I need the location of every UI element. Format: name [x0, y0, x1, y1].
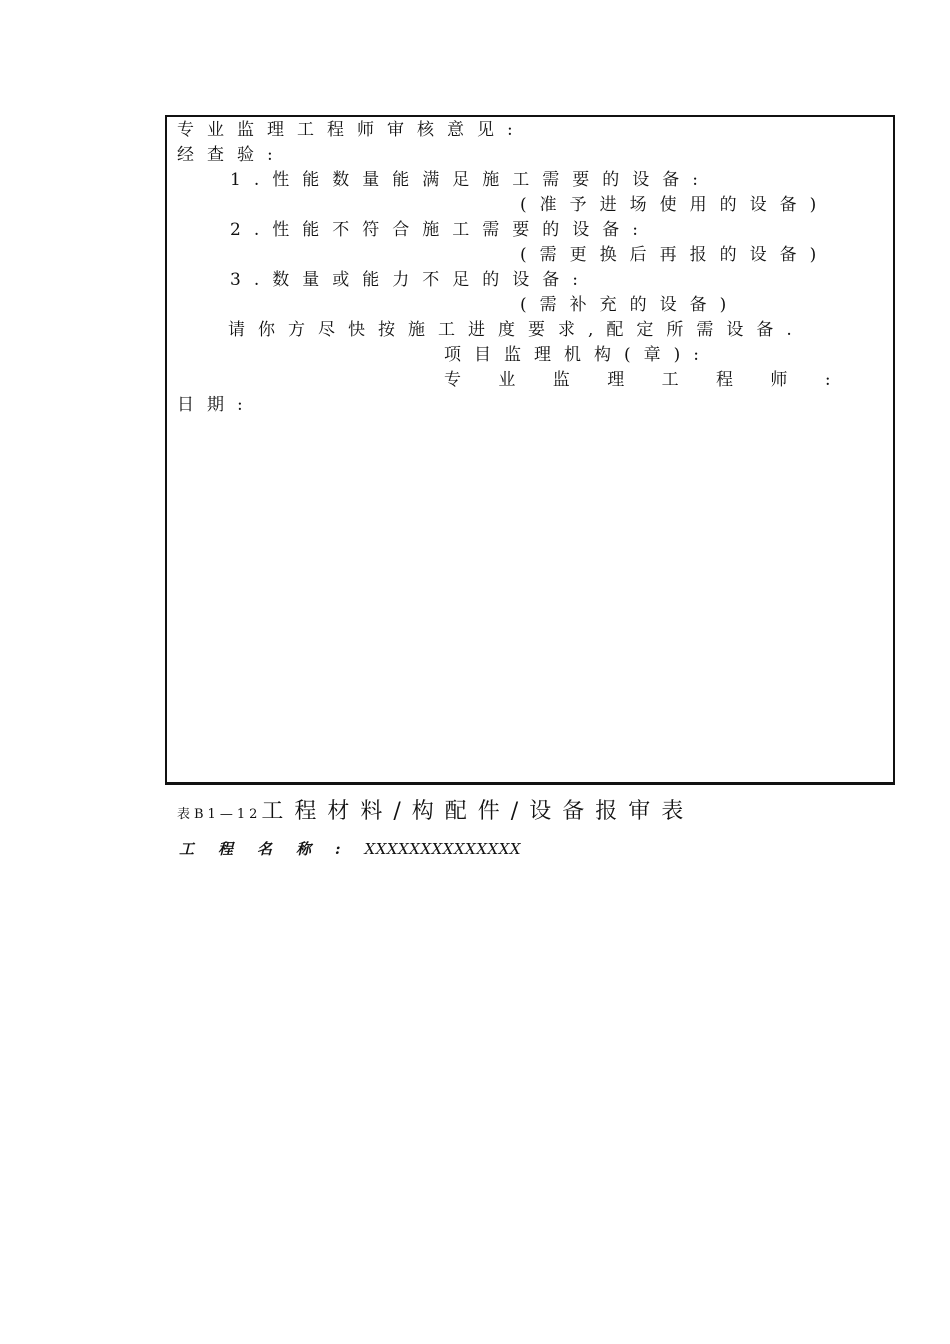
project-name-value: XXXXXXXXXXXXXX	[364, 840, 522, 858]
review-heading: 专业监理工程师审核意见:	[177, 120, 526, 140]
form-caption	[177, 798, 694, 829]
item-1-note: (准予进场使用的设备)	[520, 195, 830, 215]
form-code: 表B1—12	[177, 807, 262, 822]
checked-label: 经查验:	[177, 145, 286, 165]
item-3-note: (需补充的设备)	[520, 295, 740, 315]
engineer-label: 专 业 监 理 工 程 师 :	[444, 370, 847, 390]
date-label: 日期:	[177, 395, 256, 415]
item-2: 2.性能不符合施工需要的设备:	[230, 220, 651, 240]
item-3: 3.数量或能力不足的设备:	[230, 270, 591, 290]
request-text: 请你方尽快按施工进度要求,配定所需设备.	[228, 320, 805, 340]
item-1: 1.性能数量能满足施工需要的设备:	[230, 170, 711, 190]
form-title: 工程材料/构配件/设备报审表	[261, 799, 695, 824]
org-seal-label: 项目监理机构(章):	[444, 345, 712, 365]
item-2-note: (需更换后再报的设备)	[520, 245, 830, 265]
project-name-row	[179, 838, 521, 860]
project-name-label: 工程名称:	[179, 840, 365, 858]
